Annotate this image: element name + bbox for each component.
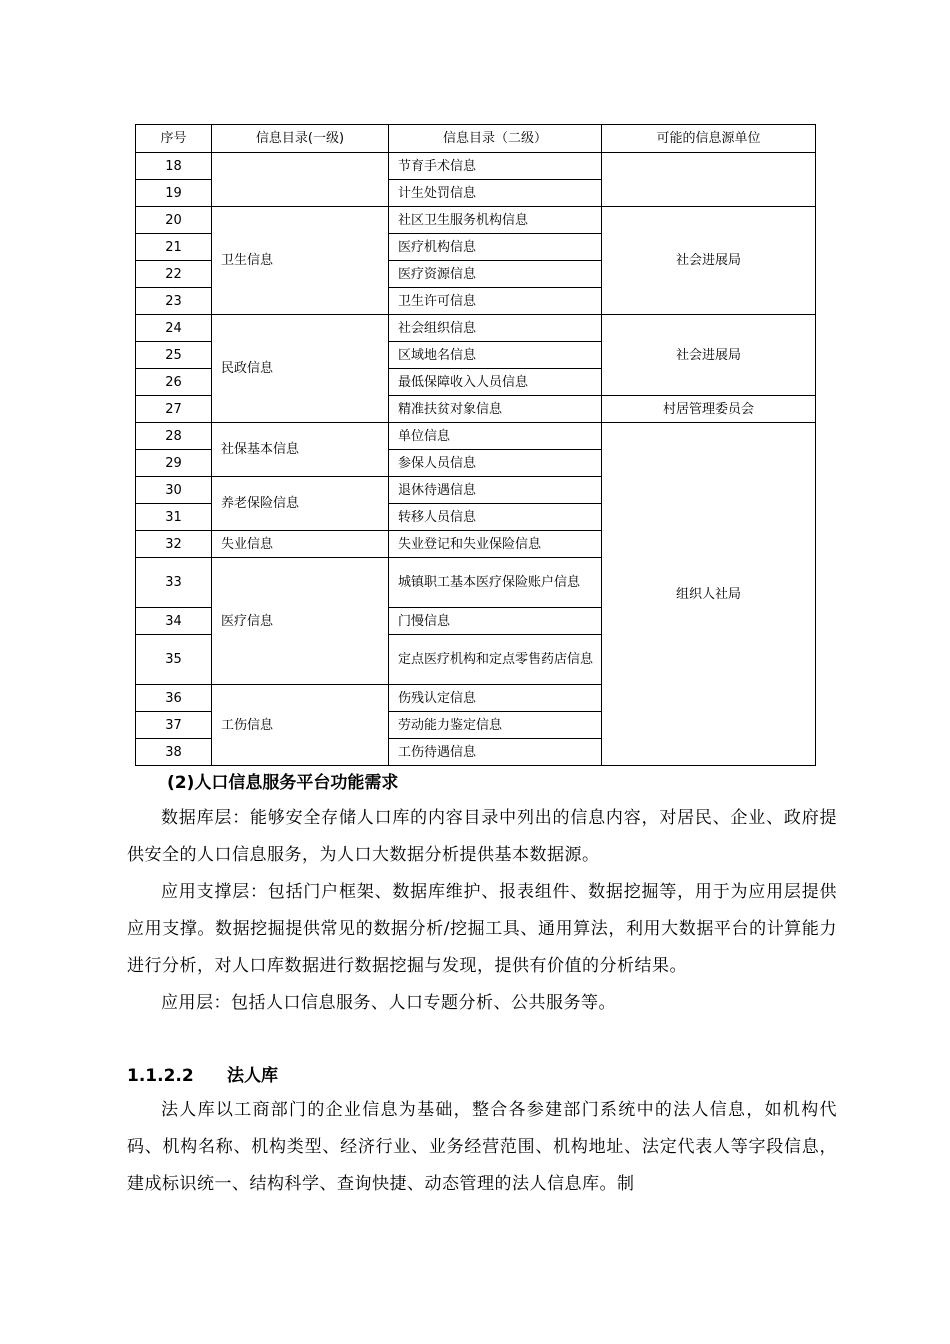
level1-cell: 工伤信息 xyxy=(212,685,389,766)
row-no: 31 xyxy=(136,504,212,531)
level2-cell: 定点医疗机构和定点零售药店信息 xyxy=(389,635,602,685)
level1-cell xyxy=(212,153,389,207)
row-no: 26 xyxy=(136,369,212,396)
source-cell: 村居管理委员会 xyxy=(602,396,816,423)
row-no: 36 xyxy=(136,685,212,712)
level2-cell: 最低保障收入人员信息 xyxy=(389,369,602,396)
source-cell: 组织人社局 xyxy=(602,423,816,766)
header-level2: 信息目录（二级） xyxy=(389,125,602,153)
level2-cell: 单位信息 xyxy=(389,423,602,450)
table-row xyxy=(136,207,816,234)
row-no: 35 xyxy=(136,635,212,685)
row-no: 20 xyxy=(136,207,212,234)
level2-cell: 区域地名信息 xyxy=(389,342,602,369)
source-cell: 社会进展局 xyxy=(602,315,816,396)
row-no: 32 xyxy=(136,531,212,558)
source-cell: 社会进展局 xyxy=(602,207,816,315)
table-row xyxy=(136,153,816,180)
level2-cell: 医疗资源信息 xyxy=(389,261,602,288)
header-source: 可能的信息源单位 xyxy=(602,125,816,153)
table-row xyxy=(136,423,816,450)
level2-cell: 医疗机构信息 xyxy=(389,234,602,261)
level2-cell: 劳动能力鉴定信息 xyxy=(389,712,602,739)
level1-cell: 养老保险信息 xyxy=(212,477,389,531)
level1-cell: 社保基本信息 xyxy=(212,423,389,477)
level2-cell: 伤残认定信息 xyxy=(389,685,602,712)
paragraph-application-layer: 应用层：包括人口信息服务、人口专题分析、公共服务等。 xyxy=(161,993,616,1013)
row-no: 27 xyxy=(136,396,212,423)
subheading: (2)人口信息服务平台功能需求 xyxy=(167,773,399,793)
row-no: 34 xyxy=(136,608,212,635)
row-no: 25 xyxy=(136,342,212,369)
level2-cell: 城镇职工基本医疗保险账户信息 xyxy=(389,558,602,608)
row-no: 21 xyxy=(136,234,212,261)
table-header-row xyxy=(136,125,816,153)
level2-cell: 卫生许可信息 xyxy=(389,288,602,315)
level1-cell: 民政信息 xyxy=(212,315,389,423)
row-no: 30 xyxy=(136,477,212,504)
row-no: 24 xyxy=(136,315,212,342)
section-number: 1.1.2.2 xyxy=(127,1066,194,1086)
level2-cell: 失业登记和失业保险信息 xyxy=(389,531,602,558)
level2-cell: 精准扶贫对象信息 xyxy=(389,396,602,423)
level2-cell: 参保人员信息 xyxy=(389,450,602,477)
level2-cell: 转移人员信息 xyxy=(389,504,602,531)
level2-cell: 社区卫生服务机构信息 xyxy=(389,207,602,234)
header-level1: 信息目录(一级) xyxy=(212,125,389,153)
row-no: 37 xyxy=(136,712,212,739)
row-no: 33 xyxy=(136,558,212,608)
paragraph-legal-entity: 法人库以工商部门的企业信息为基础，整合各参建部门系统中的法人信息，如机构代码、机构名称、机构类型、经济行业、业务经营范围、机构地址、法定代表人等字段信息，建成标识统一、结构科学、查询快捷、动态管理的法人信息库。制 xyxy=(127,1100,837,1194)
row-no: 38 xyxy=(136,739,212,766)
level2-cell: 计生处罚信息 xyxy=(389,180,602,207)
body-text-lower xyxy=(127,1092,837,1203)
level1-cell: 医疗信息 xyxy=(212,558,389,685)
row-no: 19 xyxy=(136,180,212,207)
level2-cell: 工伤待遇信息 xyxy=(389,739,602,766)
source-cell xyxy=(602,153,816,207)
row-no: 29 xyxy=(136,450,212,477)
level2-cell: 门慢信息 xyxy=(389,608,602,635)
body-text-upper xyxy=(127,800,837,1022)
info-catalog-table xyxy=(135,124,816,766)
row-no: 18 xyxy=(136,153,212,180)
paragraph-database-layer: 数据库层：能够安全存储人口库的内容目录中列出的信息内容，对居民、企业、政府提供安全的人口信息服务，为人口大数据分析提供基本数据源。 xyxy=(127,808,837,865)
level1-cell: 失业信息 xyxy=(212,531,389,558)
level2-cell: 节育手术信息 xyxy=(389,153,602,180)
section-heading xyxy=(127,1061,278,1091)
row-no: 28 xyxy=(136,423,212,450)
paragraph-support-layer: 应用支撑层：包括门户框架、数据库维护、报表组件、数据挖掘等，用于为应用层提供应用支撑。数据挖掘提供常见的数据分析/挖掘工具、通用算法，利用大数据平台的计算能力进行分析，对人口库数据进行数据挖掘与发现，提供有价值的分析结果。 xyxy=(127,882,837,976)
header-no: 序号 xyxy=(136,125,212,153)
row-no: 23 xyxy=(136,288,212,315)
row-no: 22 xyxy=(136,261,212,288)
table-row xyxy=(136,315,816,342)
section-title: 法人库 xyxy=(227,1066,278,1086)
level2-cell: 退休待遇信息 xyxy=(389,477,602,504)
level2-cell: 社会组织信息 xyxy=(389,315,602,342)
level1-cell: 卫生信息 xyxy=(212,207,389,315)
